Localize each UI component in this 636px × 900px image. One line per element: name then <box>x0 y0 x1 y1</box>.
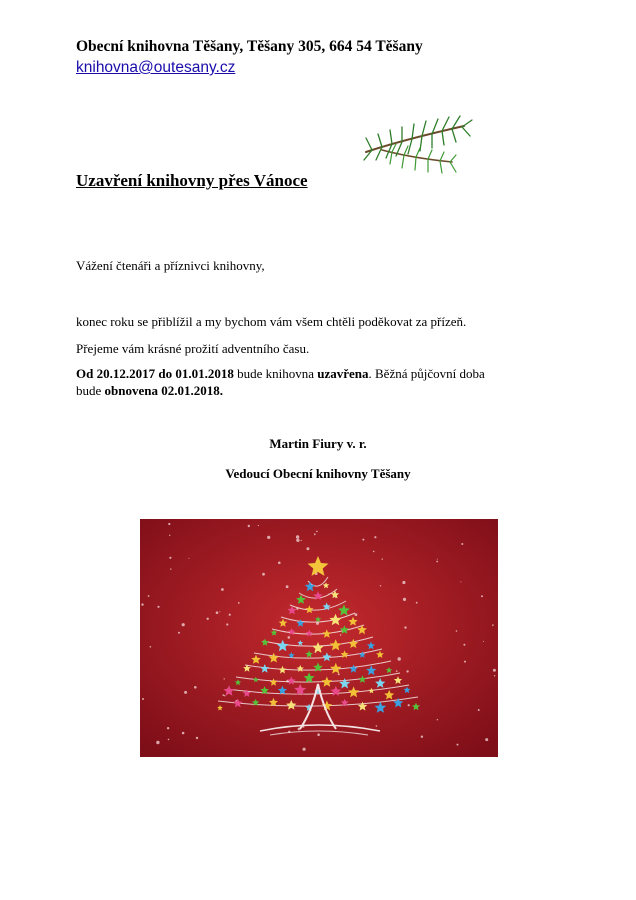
letter-paragraph-thanks: konec roku se přiblížil a my bychom vám všem chtěli poděkovat za přízeň. <box>76 314 467 329</box>
closure-text-a: bude knihovna <box>233 366 318 381</box>
pine-branch-icon <box>352 100 476 178</box>
page-title: Uzavření knihovny přes Vánoce <box>76 171 308 190</box>
closure-line-2 <box>76 382 485 399</box>
email-link[interactable]: knihovna@outesany.cz <box>76 59 236 76</box>
closed-word: uzavřena <box>317 366 369 381</box>
closure-text-b: . Běžná půjčovní doba <box>368 366 485 381</box>
signature-name: Martin Fiury v. r. <box>269 436 367 451</box>
signature-role: Vedoucí Obecní knihovny Těšany <box>225 466 411 481</box>
closure-text-c: bude <box>76 383 105 398</box>
closure-notice <box>76 365 485 399</box>
christmas-tree-image <box>140 519 498 757</box>
closure-dates: Od 20.12.2017 do 01.01.2018 <box>76 366 234 381</box>
reopen-date: obnovena 02.01.2018. <box>104 383 223 398</box>
closure-line-1 <box>76 365 485 382</box>
library-address: Obecní knihovna Těšany, Těšany 305, 664 54 Těšany <box>76 38 423 55</box>
letter-greeting: Vážení čtenáři a příznivci knihovny, <box>76 258 265 273</box>
letter-paragraph-wishes: Přejeme vám krásné prožití adventního času. <box>76 341 310 356</box>
